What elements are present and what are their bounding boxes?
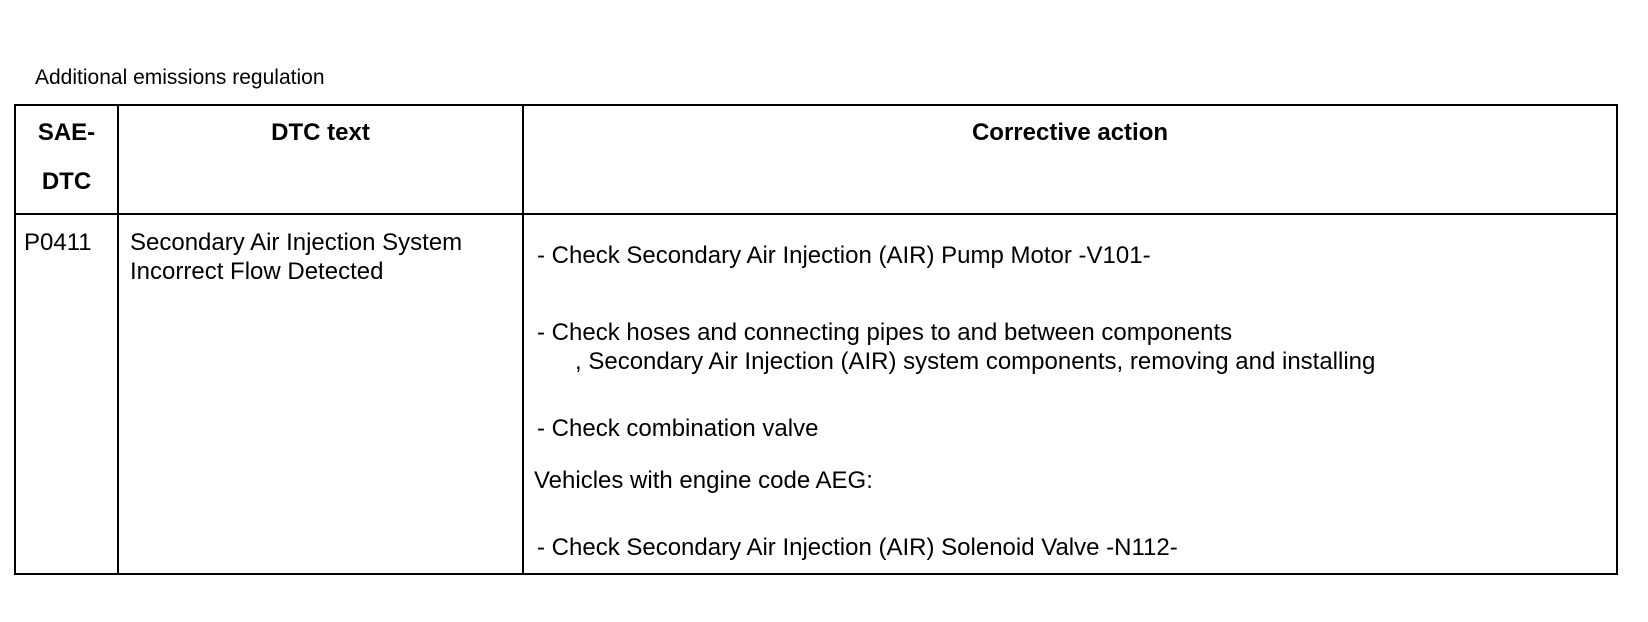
- column-divider-1: [117, 106, 119, 573]
- table-caption: Additional emissions regulation: [35, 66, 325, 89]
- engine-code-note: Vehicles with engine code AEG:: [534, 467, 873, 494]
- action-check-solenoid-valve: - Check Secondary Air Injection (AIR) Solenoid Valve -N112-: [537, 534, 1178, 561]
- action-check-combination-valve: - Check combination valve: [537, 415, 819, 442]
- dtc-code-cell: P0411: [24, 229, 92, 256]
- header-corrective-action: Corrective action: [971, 119, 1169, 146]
- header-sae-dtc-line2: DTC: [41, 168, 92, 195]
- action-check-hoses-line2: , Secondary Air Injection (AIR) system components, removing and installing: [575, 348, 1376, 375]
- dtc-description-line2: Incorrect Flow Detected: [130, 258, 384, 285]
- dtc-description-line1: Secondary Air Injection System: [130, 229, 463, 256]
- dtc-description-cell: [130, 228, 462, 286]
- dtc-table: [14, 104, 1618, 575]
- column-divider-2: [522, 106, 524, 573]
- action-check-pump-motor: - Check Secondary Air Injection (AIR) Pump Motor -V101-: [537, 242, 1151, 269]
- action-check-hoses-line1: - Check hoses and connecting pipes to and between components: [537, 319, 1233, 346]
- action-check-hoses: [537, 318, 1375, 376]
- header-sae-dtc: [16, 118, 117, 196]
- header-row-divider: [16, 213, 1616, 215]
- header-sae-dtc-line1: SAE-: [37, 119, 96, 146]
- header-dtc-text: DTC text: [271, 119, 370, 146]
